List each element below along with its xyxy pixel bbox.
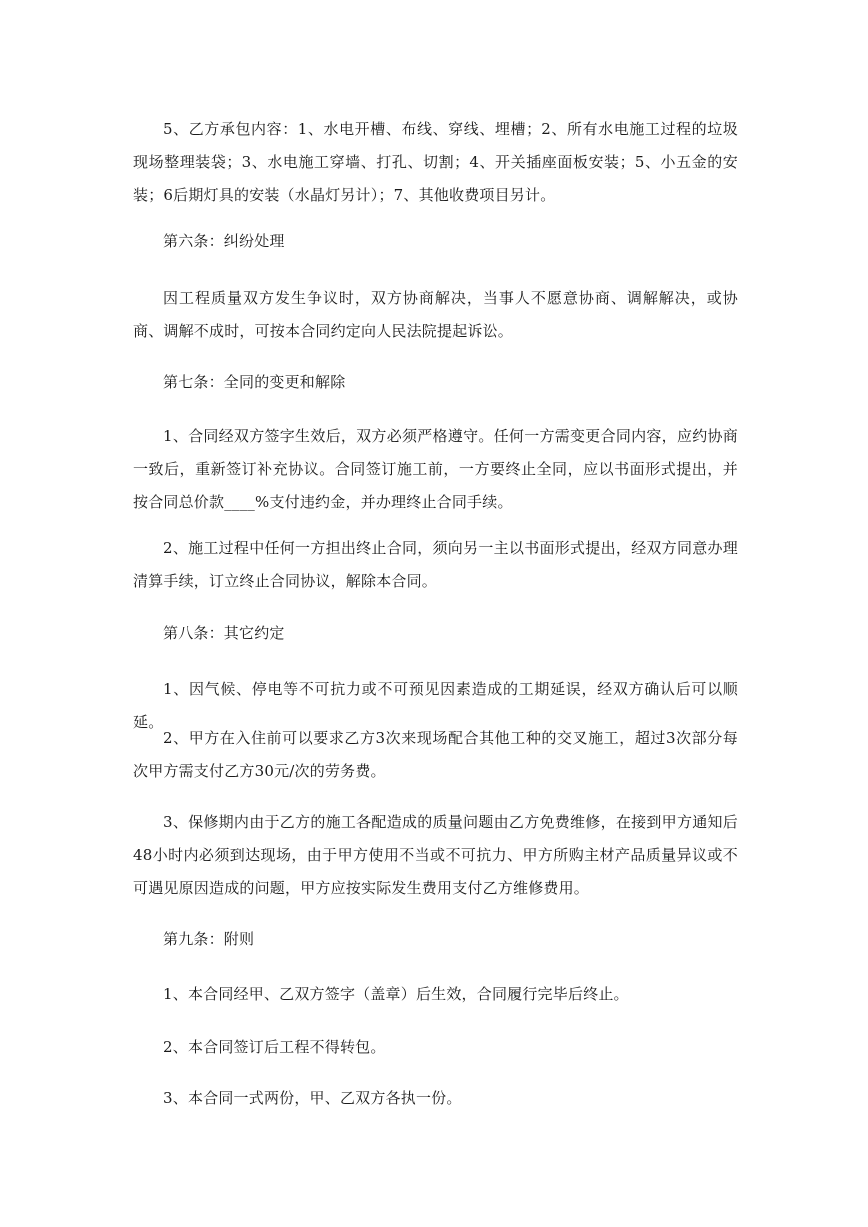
article-8-item-2: 2、甲方在入住前可以要求乙方3次来现场配合其他工种的交叉施工，超过3次部分每次甲方需支付乙方30元/次的劳务费。 [133,729,738,780]
article-7-item-2: 2、施工过程中任何一方担出终止合同，须向另一主以书面形式提出，经双方同意办理清算手续，订立终止合同协议，解除本合同。 [133,539,738,590]
article-7-heading: 第七条：全同的变更和解除 [163,373,346,391]
article-6-dispute-paragraph: 因工程质量双方发生争议时，双方协商解决，当事人不愿意协商、调解解决，或协商、调解不成时，可按本合同约定向人民法院提起诉讼。 [133,289,738,340]
article-9-item-2: 2、本合同签订后工程不得转包。 [163,1038,386,1056]
article-8-item-1: 1、因气候、停电等不可抗力或不可预见因素造成的工期延误，经双方确认后可以顺延。 [133,680,738,731]
article-9-item-1: 1、本合同经甲、乙双方签字（盖章）后生效，合同履行完毕后终止。 [163,985,629,1003]
article-9-item-3: 3、本合同一式两份，甲、乙双方各执一份。 [163,1089,462,1107]
article-9-heading: 第九条：附则 [163,930,255,948]
article-8-heading: 第八条：其它约定 [163,624,285,642]
article-6-heading: 第六条：纠纷处理 [163,232,285,250]
article-8-item-3: 3、保修期内由于乙方的施工各配造成的质量问题由乙方免费维修，在接到甲方通知后48小时内必须到达现场，由于甲方使用不当或不可抗力、甲方所购主材产品质量异议或不可遇见原因造成的问题，甲方应按实际发生费用支付乙方维修费用。 [133,813,738,897]
clause-5-contract-scope: 5、乙方承包内容：1、水电开槽、布线、穿线、埋槽；2、所有水电施工过程的垃圾现场整理装袋；3、水电施工穿墙、打孔、切割；4、开关插座面板安装；5、小五金的安装；6后期灯具的安装（水晶灯另计）；7、其他收费项目另计。 [133,120,738,204]
article-7-item-1: 1、合同经双方签字生效后，双方必须严格遵守。任何一方需变更合同内容，应约协商一致后，重新签订补充协议。合同签订施工前，一方要终止全同，应以书面形式提出，并按合同总价款____%支付违约金，并办理终止合同手续。 [133,427,738,511]
